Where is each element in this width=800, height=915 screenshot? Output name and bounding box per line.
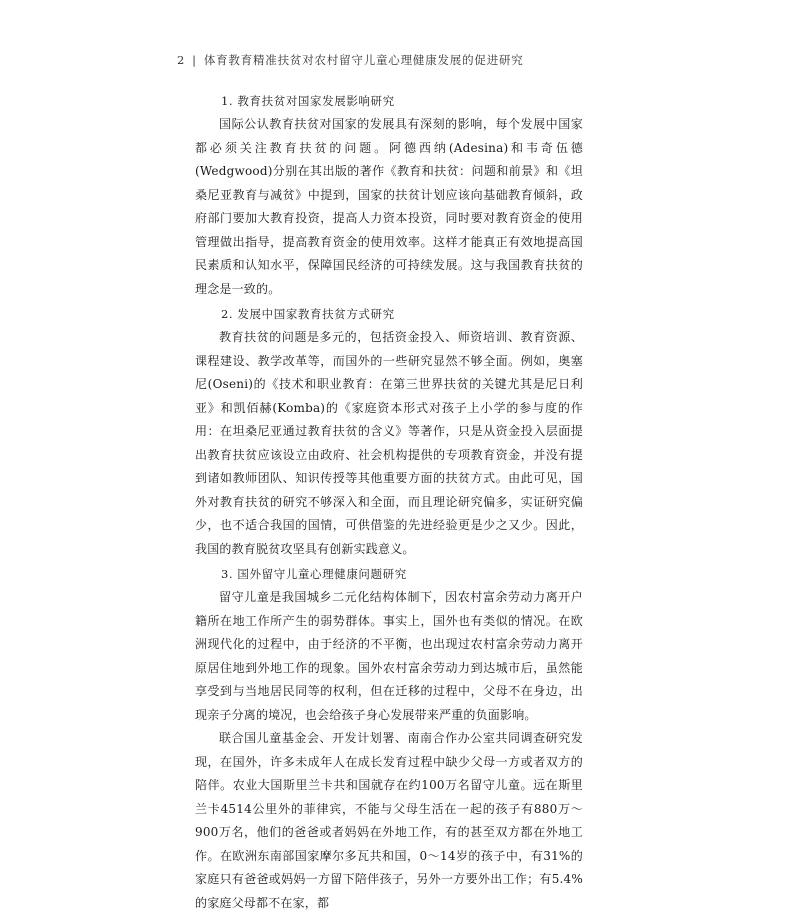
running-header xyxy=(177,52,524,68)
section-2-paragraph-1: 教育扶贫的问题是多元的，包括资金投入、师资培训、教育资源、课程建设、教学改革等，而国外的一些研究显然不够全面。例如，奥塞尼(Oseni)的《技术和职业教育：在第三世界扶贫的关键尤其是尼日利亚》和凯佰赫(Komba)的《家庭资本形式对孩子上小学的参与度的作用：在坦桑尼亚通过教育扶贫的含义》等著作，只是从资金投入层面提出教育扶贫应该设立由政府、社会机构提供的专项教育资金，并没有提到诸如教师团队、知识传授等其他重要方面的扶贫方式。由此可见，国外对教育扶贫的研究不够深入和全面，而且理论研究偏多，实证研究偏少，也不适合我国的国情，可供借鉴的先进经验更是少之又少。因此，我国的教育脱贫攻坚具有创新实践意义。 xyxy=(195,330,583,556)
section-heading-2: 2. 发展中国家教育扶贫方式研究 xyxy=(221,307,395,321)
section-3-paragraph-2: 联合国儿童基金会、开发计划署、南南合作办公室共同调查研究发现，在国外，许多未成年人在成长发育过程中缺少父母一方或者双方的陪伴。农业大国斯里兰卡共和国就存在约100万名留守儿童。远在斯里兰卡4514公里外的菲律宾，不能与父母生活在一起的孩子有880万～900万名，他们的爸爸或者妈妈在外地工作，有的甚至双方都在外地工作。在欧洲东南部国家摩尔多瓦共和国，0～14岁的孩子中，有31%的家庭只有爸爸或妈妈一方留下陪伴孩子，另外一方要外出工作；有5.4%的家庭父母都不在家，都 xyxy=(195,731,583,910)
section-3-paragraph-1: 留守儿童是我国城乡二元化结构体制下，因农村富余劳动力离开户籍所在地工作所产生的弱势群体。事实上，国外也有类似的情况。在欧洲现代化的过程中，由于经济的不平衡，也出现过农村富余劳动力离开原居住地到外地工作的现象。国外农村富余劳动力到达城市后，虽然能享受到与当地居民同等的权利，但在迁移的过程中，父母不在身边，出现亲子分离的境况，也会给孩子身心发展带来严重的负面影响。 xyxy=(195,590,583,722)
book-title: 体育教育精准扶贫对农村留守儿童心理健康发展的促进研究 xyxy=(203,53,524,67)
body-text xyxy=(195,88,583,915)
section-heading-1: 1. 教育扶贫对国家发展影响研究 xyxy=(221,94,395,108)
section-heading-3: 3. 国外留守儿童心理健康问题研究 xyxy=(221,567,407,581)
header-separator: | xyxy=(192,53,197,67)
page-number: 2 xyxy=(177,53,186,67)
section-1-paragraph-1: 国际公认教育扶贫对国家的发展具有深刻的影响，每个发展中国家都必须关注教育扶贫的问题。阿德西纳(Adesina)和韦奇伍德(Wedgwood)分别在其出版的著作《教育和扶贫：问题和前景》和《坦桑尼亚教育与减贫》中提到，国家的扶贫计划应该向基础教育倾斜，政府部门要加大教育投资，提高人力资本投资，同时要对教育资金的使用管理做出指导，提高教育资金的使用效率。这样才能真正有效地提高国民素质和认知水平，保障国民经济的可持续发展。这与我国教育扶贫的理念是一致的。 xyxy=(195,117,583,296)
